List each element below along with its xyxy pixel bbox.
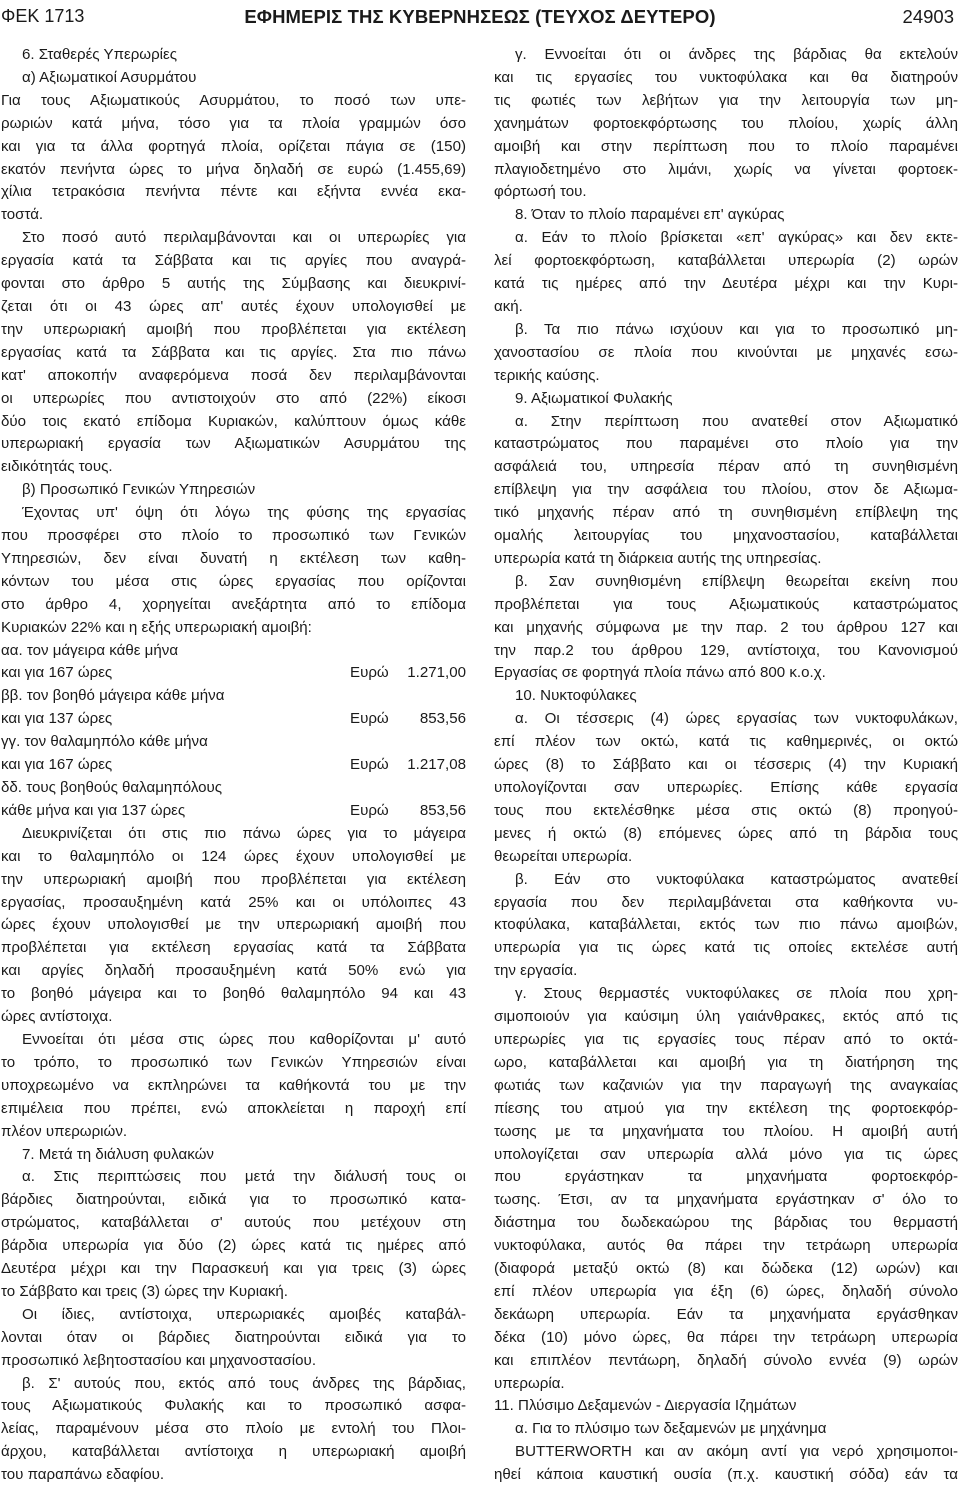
wage-item-amount: 853,56	[419, 801, 466, 819]
wage-item-hours: και για 167 ώρες	[1, 664, 113, 682]
text-line: τερικής καύσης.	[494, 366, 600, 384]
text-line: επίβλεψη για την ασφάλεια του πλοίου, στον δε Αξιωμα-	[494, 481, 958, 499]
right-column	[494, 44, 958, 1487]
text-line: χίλια τετρακόσια πενήντα πέντε και εξήντα εννέα εκα-	[1, 183, 466, 201]
text-line: πλέον υπερωριών.	[1, 1122, 128, 1140]
text-line: τικό μηχανής πέραν από τη συνηθισμένη επίβλεψη της	[494, 504, 958, 522]
wage-item-hours: και για 137 ώρες	[1, 710, 113, 728]
text-line: Εργασίας σε φορτηγά πλοία πάνω από 800 κ.ο.χ.	[494, 664, 826, 682]
text-line: υπερωρία για τις ώρες κατά τις οποίες εκτελέσε αυτή	[494, 939, 958, 957]
text-line: την παρ.2 του άρθρου 129, αντίστοιχα, του Κανονισμού	[494, 641, 958, 659]
text-line: ώρες (8) το Σάββατο και οι τέσσερις (4) την Κυριακή	[494, 756, 958, 774]
text-line: πλαγιοδετημένο στο λιμάνι, χωρίς να γίνεται φορτοεκ-	[494, 160, 958, 178]
text-line: υπερωρία.	[494, 1374, 565, 1392]
text-line: Οι ίδιες, αντίστοιχα, υπερωριακές αμοιβές καταβάλ-	[22, 1305, 466, 1323]
text-line: υποχρεωμένο να εκπληρώνει τα καθήκοντά του με την	[1, 1076, 466, 1094]
text-line: λεί φορτοεκφόρτωση, καταβάλλεται υπερωρία (2) ωρών	[494, 252, 958, 270]
wage-item-amount-group	[350, 800, 466, 823]
text-line: τους Αξιωματικούς Φυλακής και το προσωπικό ασφα-	[1, 1397, 466, 1415]
text-line: και το θαλαμηπόλο οι 124 ώρες έχουν υπολογισθεί με	[1, 847, 466, 865]
text-line: τοστά.	[1, 206, 44, 224]
text-line: ασφάλειά του, υπηρεσία πέραν από τη συνηθισμένη	[494, 458, 958, 476]
text-line: τους που εκτελέσθηκε μέσα στις οκτώ (8) προηγού-	[494, 801, 958, 819]
text-line: εκατόν πενήντα ώρες το μήνα δηλαδή σε ευρώ (1.455,69)	[1, 160, 466, 178]
text-line: κατά τις ημέρες από την Δευτέρα μέχρι και την Κυρι-	[494, 275, 958, 293]
wage-item-amount-group	[350, 662, 466, 685]
text-line: επιμέλεια που πρέπει, ενώ αποκλείεται η παροχή επί	[1, 1099, 466, 1117]
wage-item-currency: Ευρώ	[350, 801, 389, 819]
text-line: τις φωτιές των λεβήτων για την λειτουργία των μη-	[494, 91, 958, 109]
text-line: Δευτέρα μέχρι και την Παρασκευή και για τρεις (3) ώρες	[1, 1260, 466, 1278]
text-line: ωρο, καταβάλλεται και αμοιβή για τη διατήρηση της	[494, 1053, 958, 1071]
text-line: αμοιβή και στην περίπτωση που το πλοίο παραμένει	[494, 137, 958, 155]
text-line: φόρτωσή του.	[494, 183, 587, 201]
text-line: κατ' αποκοπήν αναφερόμενα ποσά δεν περιλαμβάνονται	[1, 366, 466, 384]
page-number: 24903	[902, 6, 954, 27]
text-line: προβλέπεται για τους Αξιωματικούς καταστρώματος	[494, 595, 958, 613]
text-line: ρωριών κατά μήνα, τόσο για τα πλοία γραμμών όσο	[1, 114, 466, 132]
wage-item-amount: 1.217,08	[407, 756, 466, 774]
text-line: 9. Αξιωματικοί Φυλακής	[515, 389, 673, 407]
text-line: υπερωρία κατά τη διάρκεια αυτής της υπηρεσίας.	[494, 549, 822, 567]
wage-item-row	[1, 754, 466, 777]
text-line: εργασία που δεν περιλαμβάνεται στα καθήκοντα νυ-	[494, 893, 958, 911]
text-line: β. Εάν στο νυκτοφύλακα καταστρώματος ανατεθεί	[515, 870, 958, 888]
issue-number: ΦΕΚ 1713	[1, 6, 85, 26]
text-line: ώρες έχουν υπολογισθεί με την υπερωριακή αμοιβή που	[1, 916, 466, 934]
text-line: και μηχανής σύμφωνα με την παρ. 2 του άρθρου 127 και	[494, 618, 958, 636]
wage-item-amount-group	[350, 754, 466, 777]
text-line: ακή.	[494, 297, 523, 315]
text-line: 6. Σταθερές Υπερωρίες	[22, 46, 178, 63]
text-line: πίεσης του ατμού για την εκτέλεση της φορτοεκφόρ-	[494, 1099, 958, 1117]
gazette-title: ΕΦΗΜΕΡΙΣ ΤΗΣ ΚΥΒΕΡΝΗΣΕΩΣ (ΤΕΥΧΟΣ ΔΕΥΤΕΡΟ)	[244, 6, 716, 27]
text-line: άρχου, καταβάλλεται αντίστοιχα η υπερωριακή αμοιβή	[1, 1443, 466, 1461]
wage-item-hours: και για 167 ώρες	[1, 756, 113, 774]
text-line: που εργάστηκαν τα μηχανήματα φορτοεκφόρ-	[494, 1168, 958, 1186]
text-line: Για τους Αξιωματικούς Ασυρμάτου, το ποσό των υπε-	[1, 91, 466, 109]
text-line: την εργασία.	[494, 962, 578, 980]
wage-item-amount: 853,56	[419, 710, 466, 728]
text-line: ειδικότητάς τους.	[1, 458, 113, 476]
text-line: α. Οι τέσσερις (4) ώρες εργασίας των νυκτοφυλάκων,	[515, 710, 958, 728]
text-line: 8. Όταν το πλοίο παραμένει επ' αγκύρας	[515, 206, 785, 224]
text-line: οι υπερωρίες που αντιστοιχούν στο από (22%) είκοσι	[1, 389, 466, 407]
text-line: και τις εργασίες του νυκτοφύλακα και θα διατηρούν	[494, 68, 958, 86]
text-line: προβλέπεται για εκτέλεση εργασίας κατά τα Σάββατα	[1, 939, 466, 957]
text-line: BUTTERWORTH και αν ακόμη αντί για νερό χρησιμοποι-	[515, 1443, 958, 1461]
wage-item-title: αα. τον μάγειρα κάθε μήνα	[1, 641, 179, 659]
text-line: ώρες αντίστοιχα.	[1, 1008, 113, 1026]
text-line: επί πλέον των οκτώ, κατά τις καθημερινές, οι οκτώ	[494, 733, 958, 751]
text-line: α. Στις περιπτώσεις που μετά την διάλυσή τους οι	[22, 1168, 466, 1186]
text-line: νυκτοφύλακα, αυτός θα πάρει την τετράωρη υπερωρία	[494, 1237, 958, 1255]
text-line: και αργίες δηλαδή προσαυξημένη κατά 50% ενώ για	[1, 962, 466, 980]
text-line: λονται όταν οι βάρδιες διατηρούνται ειδικά για το	[1, 1328, 466, 1346]
wage-item-amount-group	[350, 708, 466, 731]
text-line: τωσης με τα μηχανήματα του πλοίου. Η αμοιβή αυτή	[494, 1122, 958, 1140]
text-line: Εννοείται ότι μέσα στις ώρες που καθορίζονται μ' αυτό	[22, 1030, 466, 1048]
text-line: εργασίας, προσαυξημένη κατά 25% και οι υπόλοιπες 43	[1, 893, 466, 911]
text-line: το Σάββατο και τρεις (3) ώρες την Κυριακή.	[1, 1282, 288, 1300]
text-line: 10. Νυκτοφύλακες	[515, 687, 637, 705]
text-line: θεωρείται υπερωρία.	[494, 847, 633, 865]
text-line: β. Τα πιο πάνω ισχύουν και για το προσωπικό μη-	[515, 320, 958, 338]
text-line: δεκάωρη υπερωρία. Εάν τα μηχανήματα εργάσθηκαν	[494, 1305, 958, 1323]
page-header	[0, 0, 960, 40]
text-line: και επιπλέον πεντάωρη, δηλαδή σύνολο εννέα (9) ωρών	[494, 1351, 958, 1369]
text-line: χανημάτων φορτοεκφόρτωσης του πλοίου, χωρίς άλλη	[494, 114, 958, 132]
text-line: β. Σ' αυτούς που, εκτός από τους άνδρες της βάρδιας,	[22, 1374, 466, 1392]
text-line: στο άρθρο 4, χορηγείται ανεξάρτητα από το επίδομα	[1, 595, 466, 613]
text-line: 11. Πλύσιμο Δεξαμενών - Διεργασία Ιζημάτων	[494, 1397, 797, 1415]
text-line: προσωπικό λεβητοστασίου και μηχανοστασίου.	[1, 1351, 317, 1369]
text-line: που προσφέρει στο πλοίο το προσωπικό των Γενικών	[1, 527, 466, 545]
wage-item-title: γγ. τον θαλαμηπόλο κάθε μήνα	[1, 733, 208, 751]
wage-item-row	[1, 662, 466, 685]
text-line: δύο τοις εκατό επίδομα Κυριακών, καλύπτουν όμως κάθε	[1, 412, 466, 430]
text-line: ζεται ότι οι 43 ώρες απ' αυτές έχουν υπολογισθεί με	[1, 297, 466, 315]
text-line: Διευκρινίζεται ότι στις πιο πάνω ώρες για το μάγειρα	[22, 824, 466, 842]
text-line: υπολογίζονται σαν υπερωρίες. Επίσης κάθε εργασία	[494, 779, 958, 796]
text-line: Υπηρεσιών, δεν είναι δυνατή η εκτέλεση των καθη-	[1, 549, 466, 567]
text-line: Κυριακών 22% και η εξής υπερωριακή αμοιβή:	[1, 618, 312, 636]
text-line: επί πλέον υπερωρία για έξη (6) ώρες, δηλαδή σύνολο	[494, 1282, 958, 1300]
wage-item-currency: Ευρώ	[350, 664, 389, 682]
text-line: τωσης. Έτσι, αν τα μηχανήματα εργάστηκαν σ' όλο το	[494, 1191, 958, 1209]
text-line: υπερωριακή εργασία των Αξιωματικών Ασυρμάτου της	[1, 435, 466, 453]
text-line: δέκα (10) μόνο ώρες, θα πάρει την τετράωρη υπερωρία	[494, 1328, 958, 1346]
text-line: ομαλής λειτουργίας του μηχανοστασίου, καταβάλλεται	[494, 527, 958, 545]
text-line: εργασία κατά τα Σάββατα και τις αργίες που αναγρά-	[1, 252, 466, 270]
wage-item-title: δδ. τους βοηθούς θαλαμηπόλους	[1, 779, 223, 796]
text-line: διάστημα του δωδεκαώρου της βάρδιας του θερμαστή	[494, 1214, 958, 1232]
text-line: β) Προσωπικό Γενικών Υπηρεσιών	[22, 481, 256, 499]
left-column	[1, 44, 466, 1487]
wage-item-row	[1, 708, 466, 731]
wage-item-currency: Ευρώ	[350, 710, 389, 728]
text-line: (διαφορά μεταξύ οκτώ (8) και δώδεκα (12) ωρών) και	[494, 1260, 958, 1278]
text-line: λείας, παραμένουν μέσα στο πλοίο με εντολή του Πλοι-	[1, 1420, 466, 1438]
wage-item-hours: κάθε μήνα και για 137 ώρες	[1, 801, 186, 819]
text-line: βάρδια υπερωρία για δύο (2) ώρες κατά τις ημέρες από	[1, 1237, 466, 1255]
text-line: υπερωρίες για τις εργασίες τους πέραν από το οκτά-	[494, 1030, 958, 1048]
text-line: καταστρώματος που παραμένει στο πλοίο για την	[494, 435, 958, 453]
wage-item-row	[1, 800, 466, 823]
text-line: β. Σαν συνηθισμένη επίβλεψη θεωρείται εκείνη που	[515, 572, 958, 590]
text-line: μενες ή οκτώ (8) επόμενες ώρες από τη βάρδια τους	[494, 824, 958, 842]
wage-item-currency: Ευρώ	[350, 756, 389, 774]
text-line: την υπερωριακή αμοιβή που προβλέπεται για εκτέλεση	[1, 870, 466, 888]
wage-item-title: ββ. τον βοηθό μάγειρα κάθε μήνα	[1, 687, 225, 705]
text-line: κόντων του μέσα στις ώρες εργασίας που ορίζονται	[1, 572, 466, 590]
text-line: εργασίας κατά τα Σάββατα και τις αργίες. Στα πιο πάνω	[1, 343, 466, 361]
text-line: την υπερωριακή αμοιβή που προβλέπεται για εκτέλεση	[1, 320, 466, 338]
text-line: α. Εάν το πλοίο βρίσκεται «επ' αγκύρας» και δεν εκτε-	[515, 229, 958, 247]
text-line: υπολογίζεται σαν υπερωρία αλλά μόνο για τις ώρες	[494, 1145, 958, 1163]
text-line: α. Στην περίπτωση που ανατεθεί στον Αξιωματικό	[515, 412, 958, 430]
text-line: Έχοντας υπ' όψη ότι λόγω της φύσης της εργασίας	[22, 504, 466, 522]
wage-item-amount: 1.271,00	[407, 664, 466, 682]
text-line: α) Αξιωματικοί Ασυρμάτου	[22, 68, 197, 86]
text-line: του παραπάνω εδαφίου.	[1, 1466, 165, 1484]
text-line: α. Για το πλύσιμο των δεξαμενών με μηχάνημα	[515, 1420, 827, 1438]
text-line: φονται στο άρθρο 5 αυτής της Σύμβασης και διευκρινί-	[1, 275, 466, 293]
text-line: γ. Στους θερμαστές νυκτοφύλακες σε πλοία που χρη-	[515, 985, 958, 1003]
text-line: σιμοποιούν για καύσιμη ύλη γαιάνθρακες, εκτός από τις	[494, 1008, 958, 1026]
text-line: Στο ποσό αυτό περιλαμβάνονται και οι υπερωρίες για	[22, 229, 466, 247]
text-line: βάρδιες διατηρούνται, ειδικά για το προσωπικό κατα-	[1, 1191, 466, 1209]
text-line: χανοστασίου σε πλοία που κινούνται με μηχανές εσω-	[494, 343, 958, 361]
text-line: 7. Μετά τη διάλυση φυλακών	[22, 1145, 214, 1163]
text-line: ηθεί κάποια καυστική ουσία (π.χ. καυστική σόδα) εάν τα	[494, 1466, 958, 1484]
text-line: και για τα άλλα φορτηγά πλοία, ορίζεται πάγια σε (150)	[1, 137, 466, 155]
text-line: κτοφύλακα, καταβάλλεται, εκτός των πιο πάνω αμοιβών,	[494, 916, 958, 934]
text-line: το βοηθό μάγειρα και το βοηθό θαλαμηπόλο 94 και 43	[1, 985, 466, 1003]
text-line: γ. Εννοείται ότι οι άνδρες της βάρδιας θα εκτελούν	[515, 46, 958, 63]
text-line: το τρόπο, το προσωπικό των Γενικών Υπηρεσιών είναι	[1, 1053, 466, 1071]
text-line: φωτιάς των καζανιών για την παραγωγή της αναγκαίας	[494, 1076, 958, 1094]
text-line: στρώματος, καταβάλλεται σ' αυτούς που μετέχουν στη	[1, 1214, 466, 1232]
